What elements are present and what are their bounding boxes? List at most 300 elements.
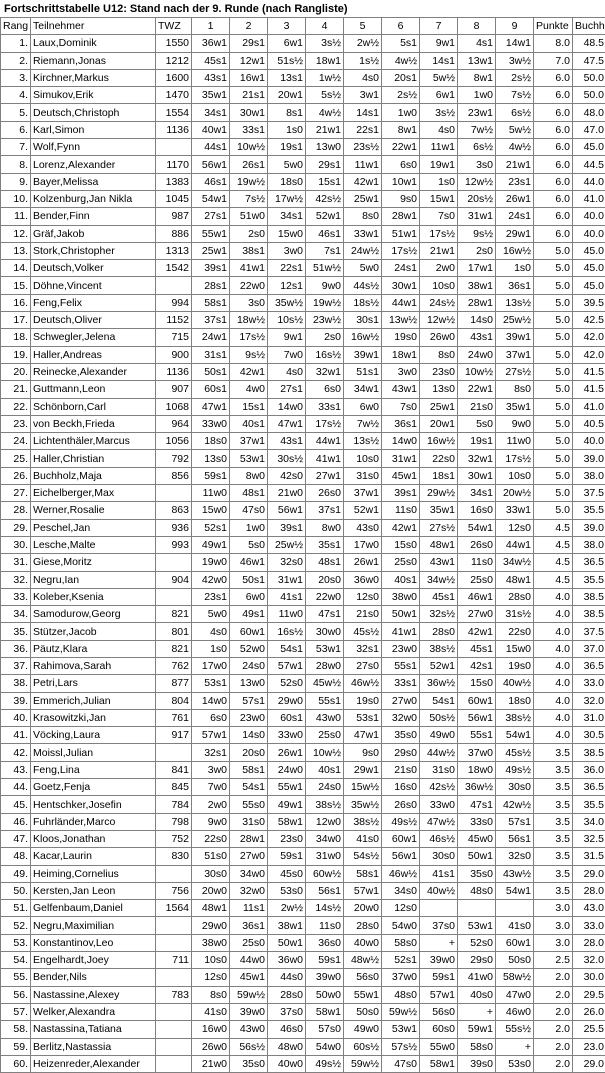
round-5-cell: 42w1 [344, 173, 382, 190]
round-8-cell: 42s1 [458, 657, 496, 674]
buchholz-cell: 25.5 [573, 1021, 605, 1038]
round-9-cell: 8s0 [496, 381, 534, 398]
round-4-cell: 33s1 [306, 398, 344, 415]
round-2-cell: 1w0 [230, 519, 268, 536]
buchholz-cell: 40.0 [573, 208, 605, 225]
round-3-cell: 7w0 [268, 346, 306, 363]
rank-cell: 58. [1, 1021, 31, 1038]
rating-cell [156, 1003, 192, 1020]
player-name-cell: Rahimova,Sarah [31, 657, 156, 674]
player-name-cell: Feng,Felix [31, 294, 156, 311]
round-7-cell: + [420, 934, 458, 951]
round-7-cell: 27s½ [420, 519, 458, 536]
rating-cell: 1470 [156, 87, 192, 104]
buchholz-cell: 47.5 [573, 52, 605, 69]
round-8-cell: 56w1 [458, 709, 496, 726]
round-2-cell: 52w0 [230, 640, 268, 657]
round-1-cell: 19w0 [192, 554, 230, 571]
round-4-cell: 31w0 [306, 848, 344, 865]
player-name-cell: Deutsch,Volker [31, 260, 156, 277]
table-row [1, 260, 605, 277]
round-2-cell: 11s1 [230, 900, 268, 917]
round-2-cell: 25s0 [230, 934, 268, 951]
rank-cell: 14. [1, 260, 31, 277]
table-row [1, 796, 605, 813]
round-2-cell: 17s½ [230, 329, 268, 346]
round-6-cell: 2s½ [382, 87, 420, 104]
rank-cell: 2. [1, 52, 31, 69]
table-row [1, 952, 605, 969]
rating-cell [156, 1055, 192, 1072]
round-3-cell: 30s½ [268, 450, 306, 467]
round-3-cell: 60s1 [268, 709, 306, 726]
round-2-cell: 47s0 [230, 502, 268, 519]
round-8-cell: 23w1 [458, 104, 496, 121]
player-name-cell: Kacar,Laurin [31, 848, 156, 865]
rank-cell: 9. [1, 173, 31, 190]
buchholz-cell: 50.0 [573, 69, 605, 86]
round-5-cell: 10s0 [344, 450, 382, 467]
round-1-cell: 21w0 [192, 1055, 230, 1072]
buchholz-cell: 48.0 [573, 104, 605, 121]
round-9-cell: 50s0 [496, 952, 534, 969]
round-4-cell: 22w0 [306, 588, 344, 605]
round-9-cell: 14w1 [496, 35, 534, 52]
round-7-cell: 15w1 [420, 190, 458, 207]
round-5-cell: 28s0 [344, 917, 382, 934]
points-cell: 5.0 [534, 363, 573, 380]
round-4-cell: 4w½ [306, 104, 344, 121]
table-row [1, 986, 605, 1003]
round-5-cell: 51s1 [344, 363, 382, 380]
round-1-cell: 20w0 [192, 882, 230, 899]
round-4-cell: 24s0 [306, 779, 344, 796]
round-4-cell: 55s1 [306, 692, 344, 709]
round-8-cell: 15s0 [458, 675, 496, 692]
round-1-cell: 44s1 [192, 139, 230, 156]
round-5-cell: 37w1 [344, 485, 382, 502]
round-3-cell: 59s1 [268, 848, 306, 865]
table-title: Fortschrittstabelle U12: Stand nach der 9. Runde (nach Rangliste) [4, 1, 348, 17]
rating-cell: 1550 [156, 35, 192, 52]
round-7-cell: 58w1 [420, 1055, 458, 1072]
round-4-cell: 43w0 [306, 709, 344, 726]
player-name-cell: Hentschker,Josefin [31, 796, 156, 813]
round-7-cell: 19w1 [420, 156, 458, 173]
round-6-cell: 8w1 [382, 121, 420, 138]
rating-cell [156, 139, 192, 156]
buchholz-cell: 42.0 [573, 346, 605, 363]
round-1-cell: 23s1 [192, 588, 230, 605]
points-cell: 5.0 [534, 450, 573, 467]
column-header: 5 [344, 18, 382, 35]
rating-cell: 1136 [156, 363, 192, 380]
rank-cell: 60. [1, 1055, 31, 1072]
round-5-cell: 25w1 [344, 190, 382, 207]
player-name-cell: Päutz,Klara [31, 640, 156, 657]
rating-cell: 994 [156, 294, 192, 311]
round-8-cell: 52s0 [458, 934, 496, 951]
rating-cell: 964 [156, 415, 192, 432]
table-row [1, 52, 605, 69]
round-5-cell: 9s0 [344, 744, 382, 761]
round-8-cell: 38w1 [458, 277, 496, 294]
round-6-cell: 32w0 [382, 709, 420, 726]
round-3-cell: 43s1 [268, 433, 306, 450]
buchholz-cell: 41.0 [573, 190, 605, 207]
round-6-cell: 54w0 [382, 917, 420, 934]
player-name-cell: Bender,Finn [31, 208, 156, 225]
rank-cell: 5. [1, 104, 31, 121]
rating-cell: 1152 [156, 312, 192, 329]
rank-cell: 4. [1, 87, 31, 104]
buchholz-cell: 33.0 [573, 917, 605, 934]
round-7-cell: 45s1 [420, 588, 458, 605]
round-4-cell: 15s1 [306, 173, 344, 190]
player-name-cell: Lichtenthäler,Marcus [31, 433, 156, 450]
player-name-cell: Wolf,Fynn [31, 139, 156, 156]
round-2-cell: 20s0 [230, 744, 268, 761]
round-1-cell: 50s1 [192, 363, 230, 380]
round-4-cell: 13w0 [306, 139, 344, 156]
round-5-cell: 49w0 [344, 1021, 382, 1038]
round-2-cell: 22w0 [230, 277, 268, 294]
player-name-cell: Bender,Nils [31, 969, 156, 986]
round-9-cell: 1s0 [496, 260, 534, 277]
round-2-cell: 26s1 [230, 156, 268, 173]
rating-cell: 821 [156, 606, 192, 623]
round-4-cell: 37s1 [306, 502, 344, 519]
column-header: 7 [420, 18, 458, 35]
player-name-cell: Eichelberger,Max [31, 485, 156, 502]
table-row [1, 934, 605, 951]
player-name-cell: Schwegler,Jelena [31, 329, 156, 346]
table-row [1, 87, 605, 104]
round-5-cell: 8s0 [344, 208, 382, 225]
round-5-cell: 56s0 [344, 969, 382, 986]
round-6-cell: 57s½ [382, 1038, 420, 1055]
round-1-cell: 2w0 [192, 796, 230, 813]
round-9-cell: 18s0 [496, 692, 534, 709]
column-header: Teilnehmer [31, 18, 156, 35]
round-7-cell: 26w0 [420, 329, 458, 346]
rank-cell: 28. [1, 502, 31, 519]
table-row [1, 744, 605, 761]
round-1-cell: 41s0 [192, 1003, 230, 1020]
round-2-cell: 56s½ [230, 1038, 268, 1055]
round-2-cell: 14s0 [230, 727, 268, 744]
player-name-cell: Schönborn,Carl [31, 398, 156, 415]
table-row [1, 588, 605, 605]
player-name-cell: Deutsch,Oliver [31, 312, 156, 329]
points-cell: 3.5 [534, 830, 573, 847]
round-8-cell: 9s½ [458, 225, 496, 242]
round-4-cell: 45w½ [306, 675, 344, 692]
round-9-cell: 55s½ [496, 1021, 534, 1038]
round-7-cell: 60s0 [420, 1021, 458, 1038]
round-7-cell: 14s1 [420, 52, 458, 69]
round-4-cell: 7s1 [306, 242, 344, 259]
round-1-cell: 46s1 [192, 173, 230, 190]
round-1-cell: 18s0 [192, 433, 230, 450]
rank-cell: 30. [1, 536, 31, 553]
buchholz-cell: 45.0 [573, 260, 605, 277]
table-row [1, 173, 605, 190]
round-7-cell: 54s1 [420, 692, 458, 709]
round-6-cell: 4w½ [382, 52, 420, 69]
round-4-cell: 51w½ [306, 260, 344, 277]
round-8-cell: 37w0 [458, 744, 496, 761]
table-row [1, 640, 605, 657]
round-7-cell: 20w1 [420, 415, 458, 432]
player-name-cell: Lorenz,Alexander [31, 156, 156, 173]
player-name-cell: Negru,Ian [31, 571, 156, 588]
round-9-cell: 24s1 [496, 208, 534, 225]
round-5-cell: 60s½ [344, 1038, 382, 1055]
player-name-cell: Laux,Dominik [31, 35, 156, 52]
table-row [1, 1038, 605, 1055]
round-4-cell: 50w0 [306, 986, 344, 1003]
table-row [1, 1003, 605, 1020]
round-2-cell: 18w½ [230, 312, 268, 329]
round-7-cell: 17s½ [420, 225, 458, 242]
round-1-cell: 29w0 [192, 917, 230, 934]
round-6-cell: 55s1 [382, 657, 420, 674]
rating-cell: 801 [156, 623, 192, 640]
round-3-cell: 39s1 [268, 519, 306, 536]
rank-cell: 39. [1, 692, 31, 709]
round-6-cell: 1w0 [382, 104, 420, 121]
rank-cell: 42. [1, 744, 31, 761]
round-8-cell: 46w1 [458, 588, 496, 605]
player-name-cell: Petri,Lars [31, 675, 156, 692]
round-1-cell: 5w0 [192, 606, 230, 623]
round-8-cell: 41w0 [458, 969, 496, 986]
round-5-cell: 2w½ [344, 35, 382, 52]
rating-cell: 1542 [156, 260, 192, 277]
buchholz-cell: 28.0 [573, 934, 605, 951]
round-2-cell: 45w1 [230, 969, 268, 986]
round-2-cell: 6w0 [230, 588, 268, 605]
rank-cell: 59. [1, 1038, 31, 1055]
round-6-cell: 19s0 [382, 329, 420, 346]
round-4-cell: 16s½ [306, 346, 344, 363]
round-2-cell: 36s1 [230, 917, 268, 934]
rating-cell: 1056 [156, 433, 192, 450]
round-4-cell: 52w1 [306, 208, 344, 225]
rank-cell: 23. [1, 415, 31, 432]
table-row [1, 485, 605, 502]
player-name-cell: Berlitz,Nastassia [31, 1038, 156, 1055]
round-3-cell: 3w0 [268, 242, 306, 259]
round-7-cell: 9w1 [420, 35, 458, 52]
rank-cell: 53. [1, 934, 31, 951]
round-5-cell: 21s0 [344, 606, 382, 623]
rating-cell: 1600 [156, 69, 192, 86]
round-7-cell: 38s½ [420, 640, 458, 657]
round-8-cell: 29s0 [458, 952, 496, 969]
round-6-cell: 51w1 [382, 225, 420, 242]
rating-cell [156, 865, 192, 882]
round-3-cell: 11w0 [268, 606, 306, 623]
rating-cell: 792 [156, 450, 192, 467]
round-3-cell: 56w1 [268, 502, 306, 519]
table-row [1, 35, 605, 52]
buchholz-cell: 34.0 [573, 813, 605, 830]
round-4-cell: 6s0 [306, 381, 344, 398]
table-row [1, 536, 605, 553]
round-8-cell: 43s1 [458, 329, 496, 346]
buchholz-cell: 38.5 [573, 588, 605, 605]
round-3-cell: 14w0 [268, 398, 306, 415]
table-row [1, 900, 605, 917]
rating-cell [156, 277, 192, 294]
round-5-cell: 35w½ [344, 796, 382, 813]
rating-cell [156, 969, 192, 986]
round-2-cell: 5s0 [230, 536, 268, 553]
round-7-cell: 30s0 [420, 848, 458, 865]
round-9-cell: 2s½ [496, 69, 534, 86]
round-9-cell: 45s½ [496, 744, 534, 761]
round-4-cell: 48s1 [306, 554, 344, 571]
round-8-cell: 53w1 [458, 917, 496, 934]
round-5-cell: 18s½ [344, 294, 382, 311]
player-name-cell: Karl,Simon [31, 121, 156, 138]
round-3-cell: 27s1 [268, 381, 306, 398]
table-row [1, 415, 605, 432]
round-4-cell: 21w1 [306, 121, 344, 138]
round-2-cell: 49s1 [230, 606, 268, 623]
points-cell: 5.0 [534, 346, 573, 363]
round-2-cell: 13w0 [230, 675, 268, 692]
rating-cell [156, 934, 192, 951]
round-9-cell: 23s1 [496, 173, 534, 190]
round-7-cell: 6w1 [420, 87, 458, 104]
round-5-cell: 3w1 [344, 87, 382, 104]
rating-cell: 1170 [156, 156, 192, 173]
player-name-cell: Heizenreder,Alexander [31, 1055, 156, 1072]
column-header: TWZ [156, 18, 192, 35]
round-1-cell: 31s1 [192, 346, 230, 363]
table-row [1, 830, 605, 847]
round-7-cell: 8s0 [420, 346, 458, 363]
round-9-cell: 10s0 [496, 467, 534, 484]
round-2-cell: 9s½ [230, 346, 268, 363]
rank-cell: 41. [1, 727, 31, 744]
round-2-cell: 55s0 [230, 796, 268, 813]
round-1-cell: 45s1 [192, 52, 230, 69]
round-4-cell: 34w0 [306, 830, 344, 847]
buchholz-cell: 39.0 [573, 450, 605, 467]
round-5-cell: 48w½ [344, 952, 382, 969]
rating-cell: 863 [156, 502, 192, 519]
round-8-cell: 4s1 [458, 35, 496, 52]
round-3-cell: 26w1 [268, 744, 306, 761]
round-3-cell: 36w0 [268, 952, 306, 969]
table-row [1, 1055, 605, 1072]
round-1-cell: 22s0 [192, 830, 230, 847]
rating-cell: 715 [156, 329, 192, 346]
round-2-cell: 2s0 [230, 225, 268, 242]
round-7-cell: 12w½ [420, 312, 458, 329]
round-6-cell: 6s0 [382, 156, 420, 173]
round-8-cell: 20s½ [458, 190, 496, 207]
rating-cell: 784 [156, 796, 192, 813]
player-name-cell: Simukov,Erik [31, 87, 156, 104]
round-1-cell: 32s1 [192, 744, 230, 761]
round-1-cell: 12s0 [192, 969, 230, 986]
buchholz-cell: 45.0 [573, 242, 605, 259]
round-3-cell: 17w½ [268, 190, 306, 207]
round-9-cell: 54w1 [496, 727, 534, 744]
round-3-cell: 35w½ [268, 294, 306, 311]
table-row [1, 657, 605, 674]
round-9-cell: 12s0 [496, 519, 534, 536]
round-9-cell: 17s½ [496, 450, 534, 467]
round-8-cell: 2s0 [458, 242, 496, 259]
table-row [1, 882, 605, 899]
player-name-cell: Gelfenbaum,Daniel [31, 900, 156, 917]
rank-cell: 57. [1, 1003, 31, 1020]
table-row [1, 450, 605, 467]
round-3-cell: 51s½ [268, 52, 306, 69]
round-5-cell: 20w0 [344, 900, 382, 917]
points-cell: 3.5 [534, 813, 573, 830]
round-5-cell: 41s0 [344, 830, 382, 847]
round-4-cell: 5s½ [306, 87, 344, 104]
rating-cell: 907 [156, 381, 192, 398]
round-1-cell: 28s1 [192, 277, 230, 294]
round-6-cell: 20s1 [382, 69, 420, 86]
rating-cell [156, 554, 192, 571]
table-row [1, 363, 605, 380]
round-9-cell: 40w½ [496, 675, 534, 692]
round-7-cell: 50s½ [420, 709, 458, 726]
round-2-cell: 7s½ [230, 190, 268, 207]
rank-cell: 32. [1, 571, 31, 588]
round-2-cell: 10w½ [230, 139, 268, 156]
round-4-cell: 40s1 [306, 761, 344, 778]
round-4-cell: 39w0 [306, 969, 344, 986]
round-8-cell: 60w1 [458, 692, 496, 709]
round-8-cell: 7w½ [458, 121, 496, 138]
player-name-cell: Guttmann,Leon [31, 381, 156, 398]
round-6-cell: 46w½ [382, 865, 420, 882]
round-2-cell: 16w1 [230, 69, 268, 86]
round-8-cell: 11s0 [458, 554, 496, 571]
buchholz-cell: 39.0 [573, 519, 605, 536]
buchholz-cell: 45.0 [573, 277, 605, 294]
table-row [1, 208, 605, 225]
round-4-cell: 54w0 [306, 1038, 344, 1055]
round-3-cell: 48w0 [268, 1038, 306, 1055]
round-6-cell: 13w½ [382, 312, 420, 329]
rank-cell: 21. [1, 381, 31, 398]
round-9-cell: 33w1 [496, 502, 534, 519]
round-9-cell: 49s½ [496, 761, 534, 778]
round-3-cell: 25w½ [268, 536, 306, 553]
round-6-cell: 45w1 [382, 467, 420, 484]
round-3-cell: 4s0 [268, 363, 306, 380]
round-8-cell [458, 900, 496, 917]
buchholz-cell: 32.0 [573, 952, 605, 969]
table-row [1, 675, 605, 692]
buchholz-cell: 29.5 [573, 986, 605, 1003]
round-5-cell: 22s1 [344, 121, 382, 138]
round-3-cell: 54s1 [268, 640, 306, 657]
round-7-cell: 10s0 [420, 277, 458, 294]
points-cell: 4.0 [534, 606, 573, 623]
